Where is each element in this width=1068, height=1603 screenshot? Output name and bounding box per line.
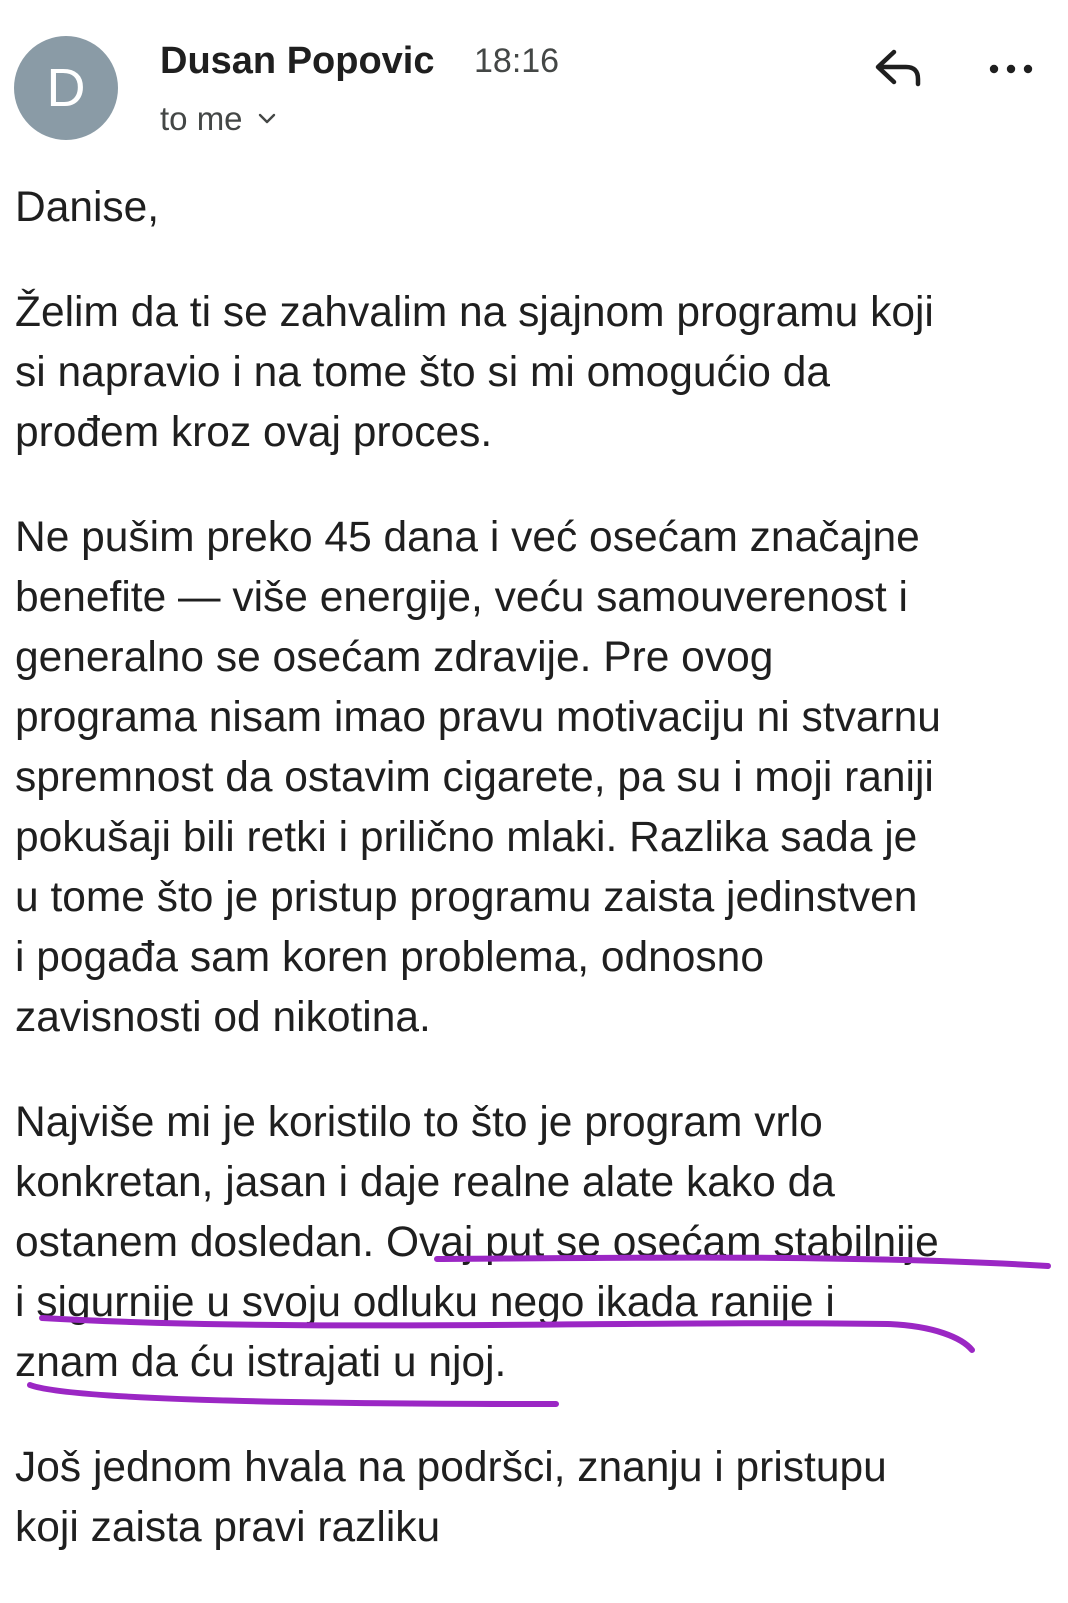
sender-name[interactable]: Dusan Popovic — [160, 40, 435, 82]
paragraph-3 — [15, 1093, 1055, 1393]
more-vert-icon — [980, 40, 1044, 96]
body-line: zavisnosti od nikotina. — [15, 994, 431, 1041]
body-line: pokušaji bili retki i prilično mlaki. Razlika sada je — [15, 814, 918, 861]
body-line: Još jednom hvala na podršci, znanju i pristupu — [15, 1444, 887, 1491]
body-line: spremnost da ostavim cigarete, pa su i moji raniji — [15, 754, 934, 801]
body-line: prođem kroz ovaj proces. — [15, 409, 493, 456]
email-header — [0, 0, 1068, 150]
body-line: i pogađa sam koren problema, odnosno — [15, 934, 764, 981]
paragraph-4 — [15, 1438, 1055, 1558]
greeting-line: Danise, — [15, 184, 160, 231]
body-line: Najviše mi je koristilo to što je program vrlo — [15, 1099, 823, 1146]
body-line: programa nisam imao pravu motivaciju ni stvarnu — [15, 694, 941, 741]
recipient-label: to me — [160, 100, 243, 137]
body-line: konkretan, jasan i daje realne alate kako da — [15, 1159, 835, 1206]
more-options-button[interactable] — [980, 40, 1044, 96]
recipient-toggle[interactable] — [160, 100, 279, 138]
sent-time: 18:16 — [474, 42, 560, 80]
chevron-down-icon — [255, 107, 279, 131]
reply-button[interactable] — [866, 40, 930, 96]
paragraph-1 — [15, 283, 1055, 463]
body-line: Ne pušim preko 45 dana i već osećam značajne — [15, 514, 920, 561]
body-line: znam da ću istrajati u njoj. — [15, 1339, 507, 1386]
body-line: u tome što je pristup programu zaista jedinstven — [15, 874, 918, 921]
body-line: generalno se osećam zdravije. Pre ovog — [15, 634, 774, 681]
body-line: si napravio i na tome što si mi omogućio da — [15, 349, 830, 396]
greeting — [15, 178, 1055, 238]
body-line: ostanem dosledan. Ovaj put se osećam stabilnije — [15, 1219, 939, 1266]
paragraph-2 — [15, 508, 1055, 1048]
body-line: benefite — više energije, veću samouverenost i — [15, 574, 908, 621]
email-body — [15, 178, 1055, 1603]
reply-icon — [866, 40, 930, 96]
avatar-letter: D — [46, 58, 86, 118]
body-line: Želim da ti se zahvalim na sjajnom programu koji — [15, 289, 934, 336]
sender-avatar[interactable] — [14, 36, 118, 140]
body-line: i sigurnije u svoju odluku nego ikada ranije i — [15, 1279, 835, 1326]
body-line: koji zaista pravi razliku — [15, 1504, 441, 1551]
